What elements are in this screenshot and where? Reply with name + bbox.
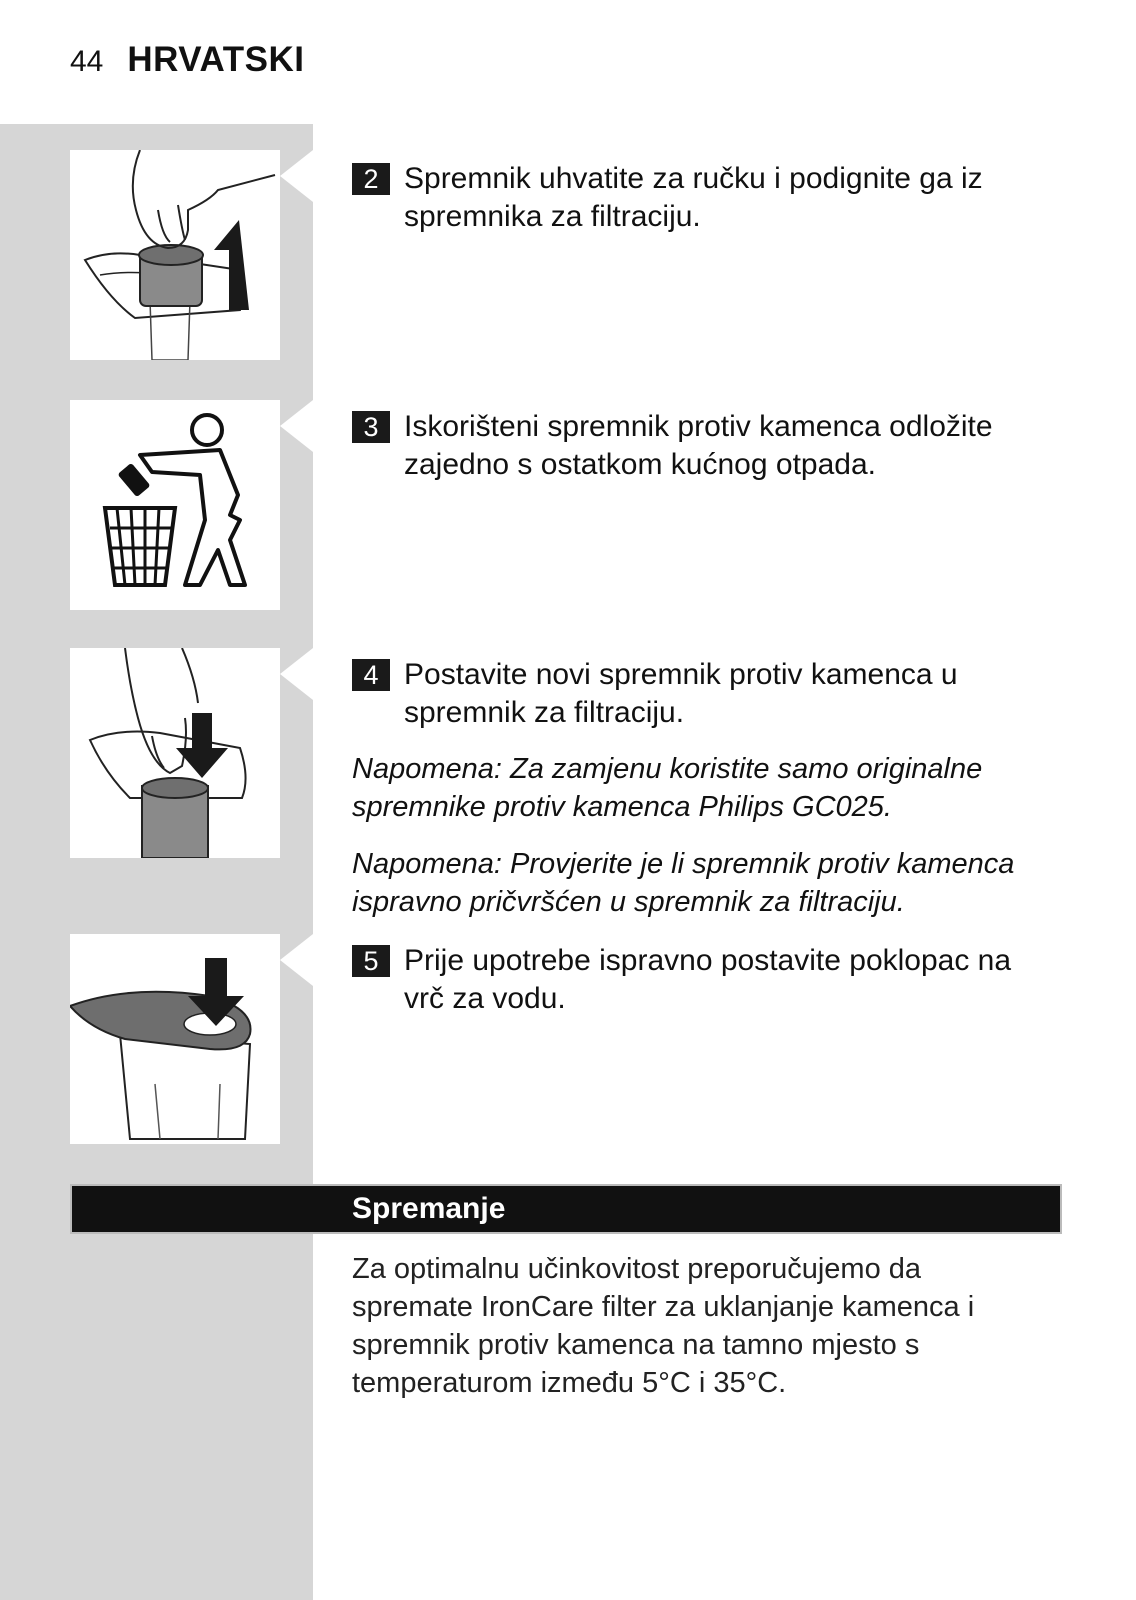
step-number: 3 [352,411,390,443]
place-lid-figure [70,934,280,1144]
step-text: Spremnik uhvatite za ručku i podignite ga iz spremnika za filtraciju. [404,162,983,233]
step-5 [352,942,1052,1018]
step-number: 4 [352,659,390,691]
lift-cartridge-figure [70,150,280,360]
note-original-cartridges: Napomena: Za zamjenu koristite samo originalne spremnike protiv kamenca Philips GC025. [352,753,983,823]
figure-pointer [280,150,313,202]
note-cartridge-attached: Napomena: Provjerite je li spremnik protiv kamenca ispravno pričvršćen u spremnik za filtraciju. [352,848,1015,918]
step-3 [352,408,1052,484]
figure-pointer [280,648,313,700]
language-title: HRVATSKI [127,40,305,79]
step-2 [352,160,1052,236]
section-title: Spremanje [352,1192,506,1225]
step-4 [352,656,1052,732]
section-header [70,1184,1062,1234]
step-text: Prije upotrebe ispravno postavite poklopac na vrč za vodu. [404,944,1012,1015]
figure-pointer [280,934,313,986]
dispose-in-bin-figure [70,400,280,610]
figure-pointer [280,400,313,452]
storage-paragraph: Za optimalnu učinkovitost preporučujemo da spremate IronCare filter za uklanjanje kamenca i spremnik protiv kamenca na tamno mjesto s temperaturom između 5°C i 35°C. [352,1253,975,1399]
page-number: 44 [70,45,104,78]
step-number: 5 [352,945,390,977]
step-text: Iskorišteni spremnik protiv kamenca odložite zajedno s ostatkom kućnog otpada. [404,410,993,481]
insert-cartridge-figure [70,648,280,858]
page-header [70,40,304,88]
step-text: Postavite novi spremnik protiv kamenca u spremnik za filtraciju. [404,658,958,729]
step-number: 2 [352,163,390,195]
